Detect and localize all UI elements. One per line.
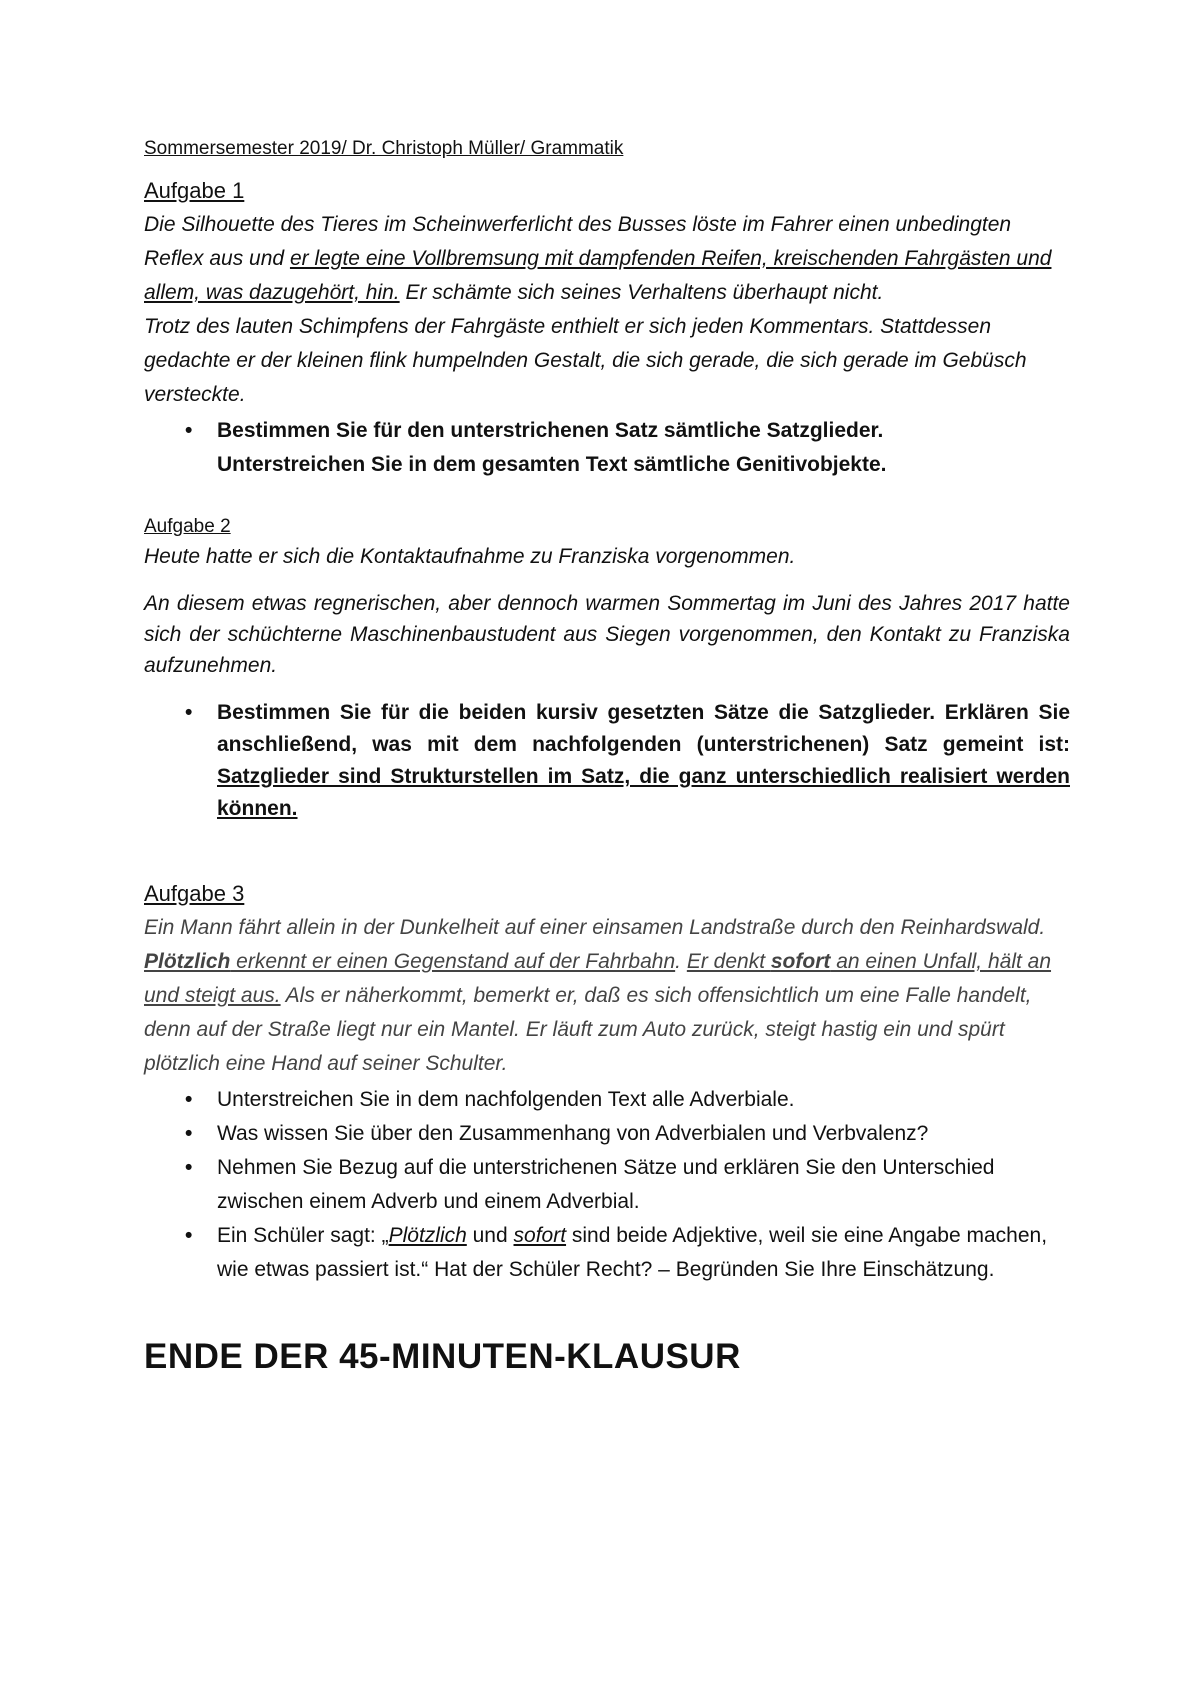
task-3-text-1: Ein Mann fährt allein in der Dunkelheit auf einer einsamen Landstraße durch den Reinhardswald. [144,916,1046,939]
task-2 [144,516,1070,825]
task-3-instruction-4c: sind beide Adjektive, weil sie eine Angabe machen, wie etwas passiert ist.“ Hat der Schüler Recht? – Begründen Sie Ihre Einschätzung. [217,1224,1048,1281]
task-1-instruction [144,414,1070,482]
bullet-icon: • [185,1088,193,1111]
task-3-instruction [144,1219,1070,1287]
task-3-underlined-2a: Er denkt [686,950,771,973]
task-3-instruction [144,1151,1070,1219]
task-1-underlined-sentence: er legte eine Vollbremsung mit dampfenden Reifen, kreischenden Fahrgästen und allem, was dazugehört, hin. [144,247,1052,304]
task-3-instruction-4a: Ein Schüler sagt: „ [217,1224,389,1247]
task-1-text-2: Trotz des lauten Schimpfens der Fahrgäste enthielt er sich jeden Kommentars. Stattdessen gedachte er der kleinen flink humpelnden Gestalt, die sich gerade, die sich gerade im Gebüsch versteckte. [144,315,1027,406]
task-3-instruction [144,1117,1070,1151]
quoted-word-sofort: sofort [513,1224,567,1247]
task-3-instruction-2: Was wissen Sie über den Zusammenhang von Adverbialen und Verbvalenz? [217,1122,929,1145]
task-3-instruction [144,1083,1070,1117]
task-3 [144,881,1070,1287]
task-3-text-3: Als er näherkommt, bemerkt er, daß es sich offensichtlich um eine Falle handelt, denn auf der Straße liegt nur ein Mantel. Er läuft zum Auto zurück, steigt hastig ein und spürt plötzlich eine Hand auf seiner Schulter. [144,984,1032,1075]
task-1-text [144,208,1070,310]
document-header: Sommersemester 2019/ Dr. Christoph Müller/ Grammatik [144,138,624,159]
task-3-instruction-4b: und [466,1224,514,1247]
bullet-icon: • [185,701,193,724]
task-3-underlined-2b: an einen Unfall, hält an und steigt aus. [144,950,1052,1007]
task-2-instruction [144,697,1070,825]
task-1-instruction-1: Bestimmen Sie für den unterstrichenen Satz sämtliche Satzglieder. [217,419,884,442]
bullet-icon: • [185,419,193,442]
word-sofort: sofort [770,950,831,973]
task-2-sentence-2: An diesem etwas regnerischen, aber dennoch warmen Sommertag im Juni des Jahres 2017 hatte sich der schüchterne Maschinenbaustudent aus Siegen vorgenommen, den Kontakt zu Franziska aufzunehmen. [144,592,1070,677]
quoted-word-ploetzlich: Plötzlich [388,1224,467,1247]
bullet-icon: • [185,1156,193,1179]
task-3-instruction-1: Unterstreichen Sie in dem nachfolgenden Text alle Adverbiale. [217,1088,795,1111]
task-3-instructions [144,1083,1070,1287]
task-1-instruction-2: Unterstreichen Sie in dem gesamten Text sämtliche Genitivobjekte. [217,453,887,476]
task-3-text [144,911,1070,1081]
task-1-text-end: Er schämte sich seines Verhaltens überhaupt nicht. [399,281,884,304]
task-1 [144,178,1070,482]
task-2-instruction-text: Bestimmen Sie für die beiden kursiv gesetzten Sätze die Satzglieder. Erklären Sie anschließend, was mit dem nachfolgenden (unterstrichenen) Satz gemeint ist: [217,701,1070,756]
bullet-icon: • [185,1122,193,1145]
task-3-title: Aufgabe 3 [144,881,245,906]
task-3-underlined-1: erkennt er einen Gegenstand auf der Fahrbahn [230,950,676,973]
task-3-instruction-3: Nehmen Sie Bezug auf die unterstrichenen Sätze und erklären Sie den Unterschied zwischen einem Adverb und einem Adverbial. [217,1156,995,1213]
task-2-instructions [144,697,1070,825]
bullet-icon: • [185,1224,193,1247]
task-1-text-start: Die Silhouette des Tieres im Scheinwerferlicht des Busses löste im Fahrer einen unbedingten Reflex aus und [144,213,1012,270]
word-ploetzlich: Plötzlich [144,950,231,973]
task-1-instructions [144,414,1070,482]
exam-end-heading: ENDE DER 45-MINUTEN-KLAUSUR [144,1337,741,1376]
task-2-sentence-1: Heute hatte er sich die Kontaktaufnahme zu Franziska vorgenommen. [144,545,796,568]
task-1-title: Aufgabe 1 [144,178,245,203]
task-2-underlined-sentence: Satzglieder sind Strukturstellen im Satz, die ganz unterschiedlich realisiert werden können. [217,765,1070,820]
document-content [144,138,1070,1377]
task-2-title: Aufgabe 2 [144,516,231,537]
task-3-text-2: . [675,950,687,973]
